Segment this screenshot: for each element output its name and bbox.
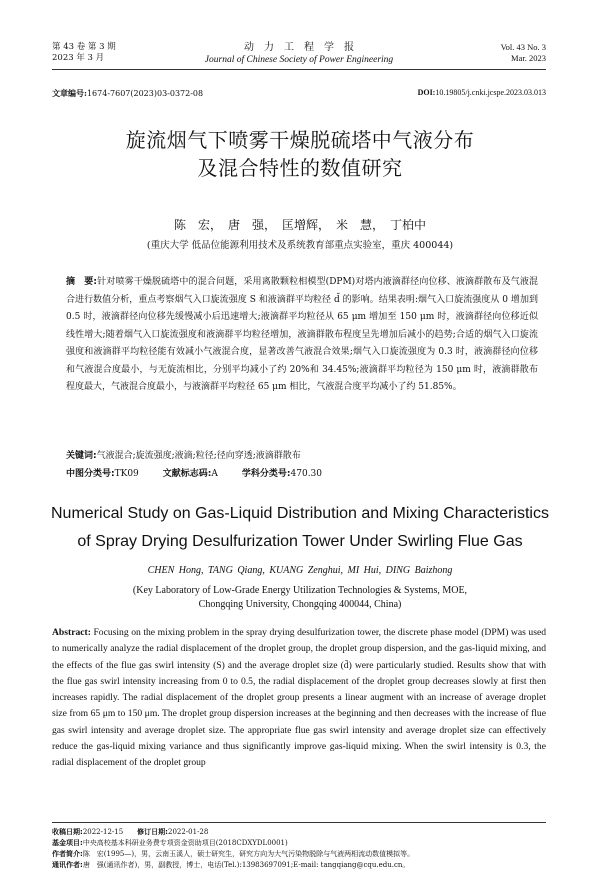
date-en: Mar. 2023 [511,53,546,63]
title-cn-line1: 旋流烟气下喷雾干燥脱硫塔中气液分布 [125,128,475,152]
article-number [52,88,203,99]
abstract-en-text: Focusing on the mixing problem in the spray drying desulfurization tower, the discrete phase model (DPM) was used to numerically analyze the radial displacement of the droplet group, the droplet group dispersion, and the gas-liquid mixing, and the effects of the flue gas swirl intensity (S) and the average droplet size (d̄) were particularly studied. Results show that with the flue gas swirl intensity increasing from 0 to 0.5, the radial displacement of the droplet group decreases slowly at first then increases rapidly. The radial displacement of the droplet group presents a linear augment with an increase of average droplet size from 65 μm to 150 μm. The droplet group dispersion increases at the beginning and then decreases with the increase of flue gas swirl intensity and average droplet size. The appropriate flue gas swirl intensity and average droplet size can effectively reduce the gas-liquid mixing variance and thus significantly improve gas-liquid mixing. When the swirl intensity is 0.3, the radial displacement of the droplet group [52,627,546,769]
received-date: 2022-12-15 [82,828,124,836]
title-cn [0,126,600,182]
keywords-cn-text: 气液混合;旋流强度;液滴;粒径;径向穿透;液滴群散布 [96,451,301,461]
abstract-en-label: Abstract: [52,627,91,638]
fund-label: 基金项目: [52,839,83,847]
subject-code-value: 470.30 [290,469,323,479]
affiliation-en-line2: Chongqing University, Chongqing 400044, China) [198,599,402,610]
doc-code-value: A [211,469,218,479]
keywords-cn [66,448,538,465]
authors-en: CHEN Hong, TANG Qiang, KUANG Zenghui, MI Hui, DING Baizhong [147,565,453,576]
doi [418,88,546,97]
article-number-value: 1674-7607(2023)03-0372-08 [86,89,204,98]
doc-code-label: 文献标志码: [162,469,212,479]
title-cn-line2: 及混合特性的数值研究 [197,156,403,180]
vol-no: Vol. 43 No. 3 [500,42,546,52]
abstract-cn-label: 摘 要: [66,277,98,287]
footnote [52,822,546,871]
revised-label: 修订日期: [137,828,168,836]
clc-value: TK09 [114,469,139,479]
abstract-cn-text: 针对喷雾干燥脱硫塔中的混合问题，采用离散颗粒相模型(DPM)对塔内液滴群径向位移、液滴群散布及气液混合进行数值分析，重点考察烟气入口旋流强度 S 和液滴群平均粒径 d̄ 的影响。结果表明:烟气入口旋流强度从 0 增加到 0.5 时，液滴群径向位移先缓慢减小后迅速增大;液滴群平均粒径从 65 μm 增加至 150 μm 时，液滴群径向位移近似线性增大;随着烟气入口旋流强度和液滴群平均粒径增加，液滴群散布程度呈先增加后减小的趋势;合适的烟气入口旋流强度和液滴群平均粒径能有效减小气液混合度，显著改善气液混合效果;烟气入口旋流强度为 0.3 时，液滴群径向位移和气液混合度最小，与无旋流相比，分别平均减小了约 20%和 34.45%;液滴群平均粒径为 150 μm 时，液滴群散布程度最大，气液混合度最小，与液滴群平均粒径 65 μm 相比，气液混合度平均减小了约 51.85%。 [66,277,538,392]
abstract-en [52,625,546,772]
doi-label: DOI: [417,88,436,97]
abstract-cn [66,274,538,397]
article-identifiers [52,88,546,100]
subject-code-label: 学科分类号: [241,469,291,479]
received-label: 收稿日期: [52,828,83,836]
clc-label: 中图分类号: [66,469,115,479]
title-en-line1: Numerical Study on Gas-Liquid Distribution and Mixing Characteristics [51,505,549,522]
article-number-label: 文章编号: [52,88,87,98]
volume-issue: 第 43 卷 第 3 期 [52,42,116,52]
affiliation-en [0,584,600,612]
fund-text: 中央高校基本科研业务费专项资金资助项目(2018CDXYDL0001) [82,839,288,847]
author-intro-label: 作者简介: [52,850,83,858]
footnote-fund [52,838,546,849]
affiliation-cn: (重庆大学 低品位能源利用技术及系统教育部重点实验室，重庆 400044) [146,240,454,251]
journal-name-cn: 动 力 工 程 学 报 [244,42,354,53]
header-right [501,42,546,64]
author-intro-text: 陈 宏(1995—)，男，云南玉溪人，硕士研究生，研究方向为大气污染物脱除与气液两相流动数值模拟等。 [82,850,415,858]
journal-name-en: Journal of Chinese Society of Power Engineering [204,55,394,65]
revised-date: 2022-01-28 [167,828,209,836]
header-center [52,42,546,66]
keywords-cn-label: 关键词: [66,451,97,461]
corresponding-label: 通讯作者: [52,861,83,869]
title-en [0,500,600,556]
running-header [52,42,546,70]
classification [66,466,538,483]
doi-value: 10.19805/j.cnki.jcspe.2023.03.013 [435,88,546,97]
footnote-dates [52,827,546,838]
footnote-corresponding [52,860,546,871]
authors-cn: 陈 宏， 唐 强， 匡增辉， 米 慧， 丁柏中 [173,218,426,232]
affiliation-en-line1: (Key Laboratory of Low-Grade Energy Utilization Technologies & Systems, MOE, [132,585,468,596]
corresponding-text: 唐 强(通讯作者)，男，副教授，博士，电话(Tel.):13983697091;E-mail: tangqiang@cqu.edu.cn。 [82,861,410,869]
title-en-line2: of Spray Drying Desulfurization Tower Under Swirling Flue Gas [77,533,523,550]
footnote-author [52,849,546,860]
date-cn: 2023 年 3 月 [52,53,105,63]
